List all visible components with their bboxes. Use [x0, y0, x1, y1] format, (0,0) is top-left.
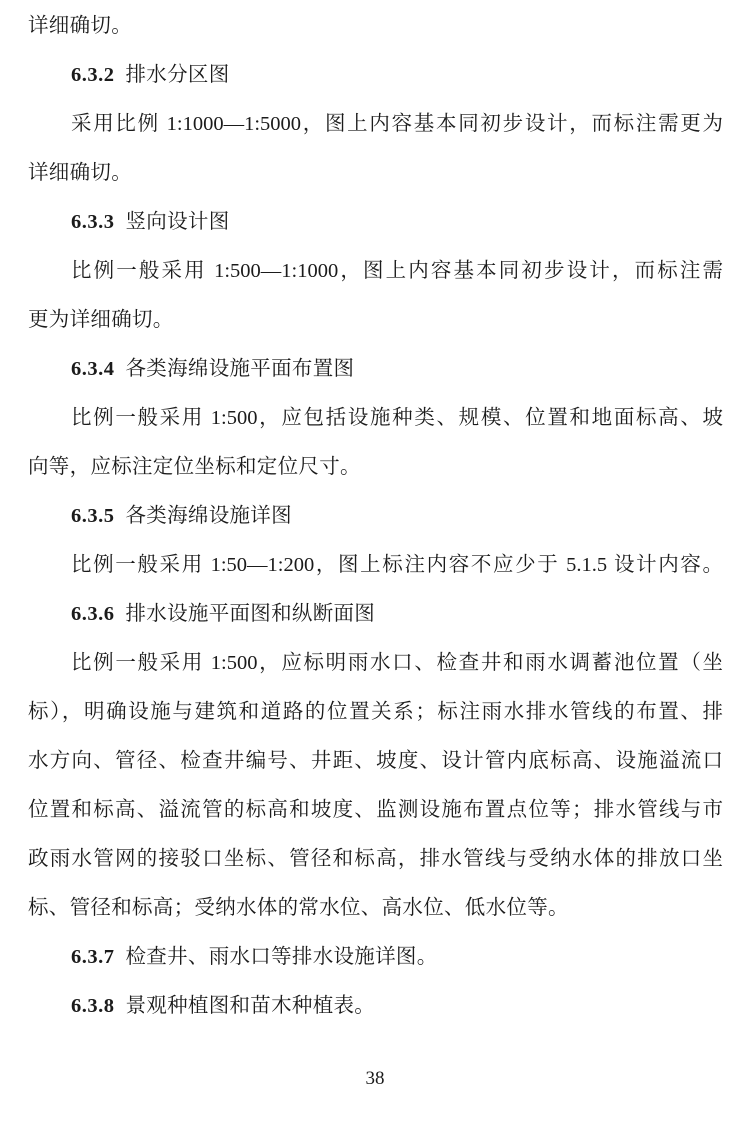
section-heading	[28, 982, 723, 1031]
section-number: 6.3.5	[71, 505, 115, 527]
section-number: 6.3.6	[71, 603, 115, 625]
section-title: 竖向设计图	[125, 211, 230, 233]
text-line: 比例一般采用 1:500—1:1000，图上内容基本同初步设计，而标注需	[71, 260, 723, 282]
text-line: 详细确切。	[28, 162, 132, 184]
text-line: 采用比例 1:1000—1:5000，图上内容基本同初步设计，而标注需更为	[71, 113, 723, 135]
text-line: 标、管径和标高；受纳水体的常水位、高水位、低水位等。	[28, 897, 569, 919]
text-line: 详细确切。	[28, 15, 132, 37]
section-heading	[28, 345, 723, 394]
section-title: 各类海绵设施详图	[125, 505, 292, 527]
section-title: 景观种植图和苗木种植表。	[125, 995, 376, 1017]
text-line: 水方向、管径、检查井编号、井距、坡度、设计管内底标高、设施溢流口	[28, 750, 723, 772]
text-line: 标），明确设施与建筑和道路的位置关系；标注雨水排水管线的布置、排	[28, 701, 723, 723]
section-heading	[28, 51, 723, 100]
section-heading	[28, 933, 723, 982]
section-number: 6.3.8	[71, 995, 115, 1017]
section-title: 排水分区图	[125, 64, 230, 86]
text-line: 更为详细确切。	[28, 309, 174, 331]
section-heading	[28, 492, 723, 541]
text-line: 向等，应标注定位坐标和定位尺寸。	[28, 456, 361, 478]
section-number: 6.3.2	[71, 64, 115, 86]
section-number: 6.3.7	[71, 946, 115, 968]
text-line: 比例一般采用 1:500，应标明雨水口、检查井和雨水调蓄池位置（坐	[71, 652, 723, 674]
text-line: 政雨水管网的接驳口坐标、管径和标高，排水管线与受纳水体的排放口坐	[28, 848, 723, 870]
section-title: 排水设施平面图和纵断面图	[125, 603, 376, 625]
section-title: 各类海绵设施平面布置图	[125, 358, 355, 380]
text-line: 比例一般采用 1:500，应包括设施种类、规模、位置和地面标高、坡	[71, 407, 723, 429]
section-heading	[28, 590, 723, 639]
section-number: 6.3.4	[71, 358, 115, 380]
text-line: 比例一般采用 1:50—1:200，图上标注内容不应少于 5.1.5 设计内容。	[71, 554, 723, 576]
section-number: 6.3.3	[71, 211, 115, 233]
section-heading	[28, 198, 723, 247]
document-page	[28, 2, 723, 1031]
page-number: 38	[365, 1068, 385, 1089]
text-line: 位置和标高、溢流管的标高和坡度、监测设施布置点位等；排水管线与市	[28, 799, 723, 821]
section-title: 检查井、雨水口等排水设施详图。	[125, 946, 438, 968]
